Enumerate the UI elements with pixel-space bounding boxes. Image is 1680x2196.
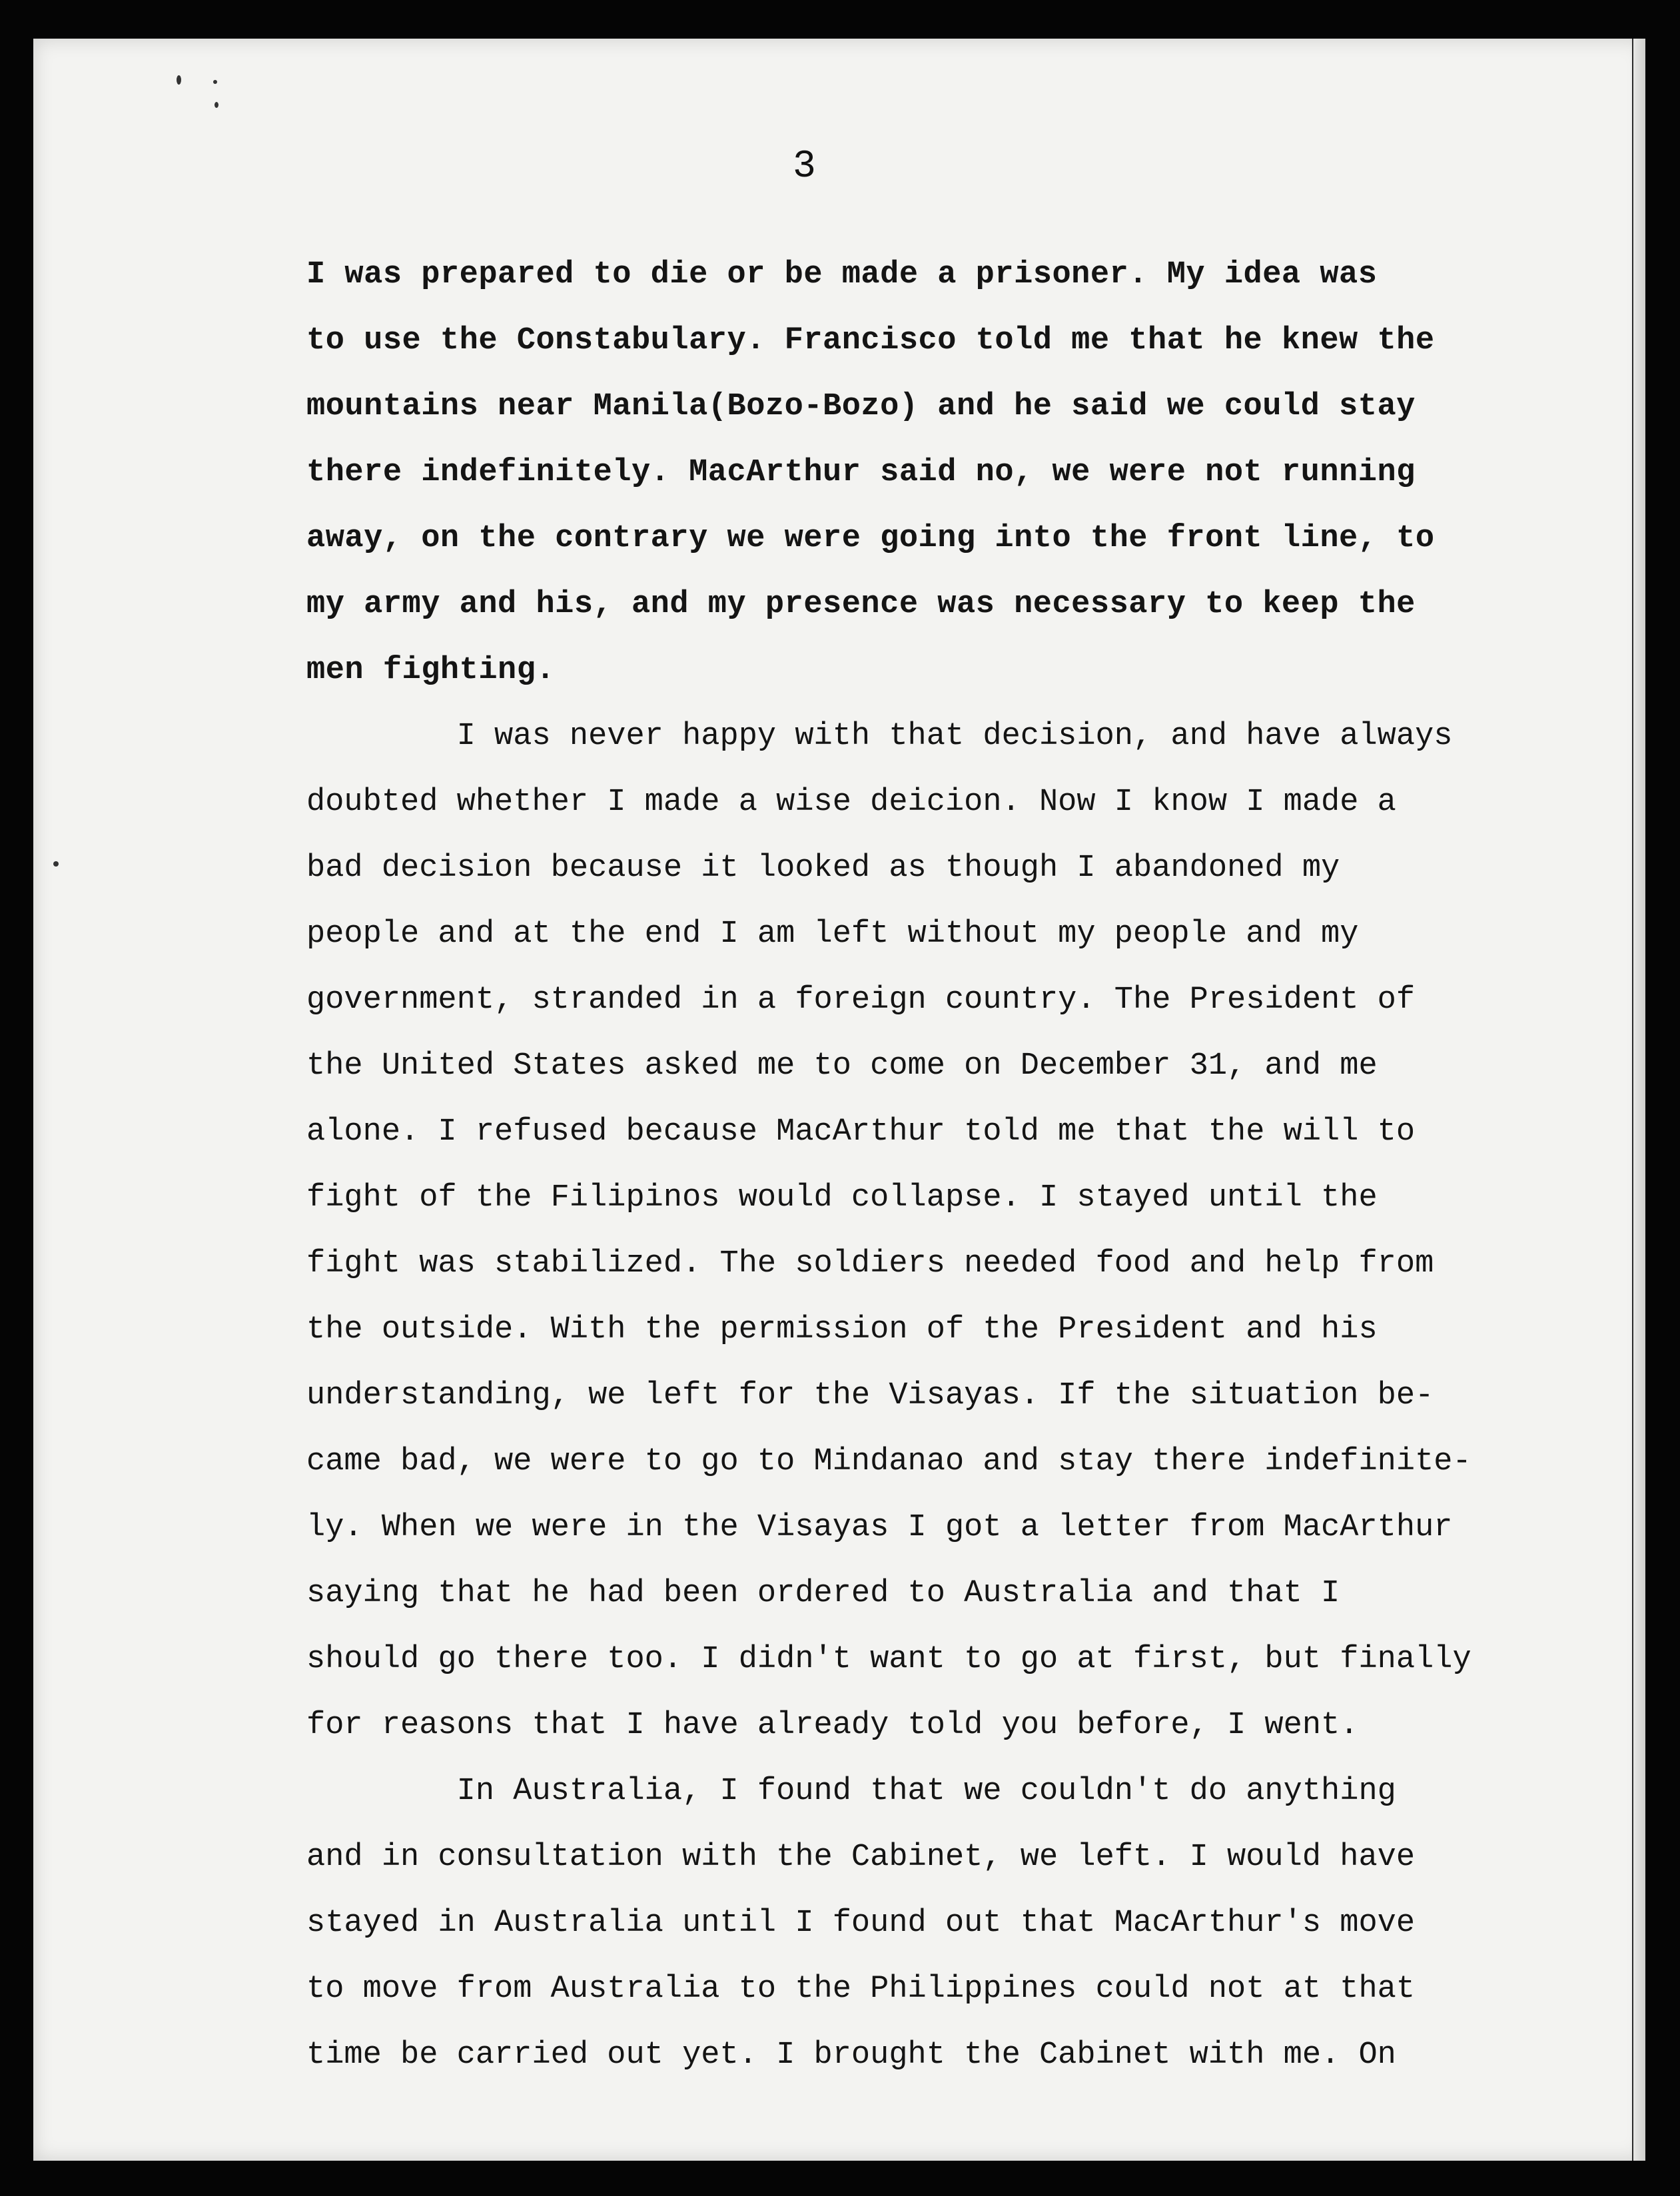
text-line: government, stranded in a foreign country. The President of: [306, 982, 1416, 1018]
text-line: men fighting.: [306, 653, 556, 688]
text-line: mountains near Manila(Bozo-Bozo) and he said we could stay: [306, 389, 1416, 424]
typed-text-body: [306, 242, 1585, 2088]
text-line: time be carried out yet. I brought the Cabinet with me. On: [306, 2037, 1396, 2073]
text-line: understanding, we left for the Visayas. If the situation be-: [306, 1378, 1434, 1413]
text-line: I was prepared to die or be made a prisoner. My idea was: [306, 257, 1378, 292]
margin-speck: [213, 80, 217, 84]
text-line: the outside. With the permission of the President and his: [306, 1312, 1378, 1347]
text-line: to move from Australia to the Philippines could not at that: [306, 1972, 1416, 2007]
text-line: In Australia, I found that we couldn't do anything: [306, 1774, 1396, 1809]
text-line: to use the Constabulary. Francisco told me that he knew the: [306, 323, 1435, 358]
text-line: and in consultation with the Cabinet, we left. I would have: [306, 1840, 1416, 1875]
text-line: bad decision because it looked as though I abandoned my: [306, 851, 1340, 886]
margin-speck: [214, 102, 218, 108]
text-line: away, on the contrary we were going into the front line, to: [306, 521, 1435, 556]
text-line: fight of the Filipinos would collapse. I stayed until the: [306, 1180, 1378, 1216]
text-line: ly. When we were in the Visayas I got a letter from MacArthur: [306, 1510, 1453, 1545]
text-line: came bad, we were to go to Mindanao and stay there indefinite-: [306, 1444, 1471, 1479]
text-line: people and at the end I am left without my people and my: [306, 916, 1359, 952]
text-line: the United States asked me to come on December 31, and me: [306, 1048, 1378, 1084]
text-line: I was never happy with that decision, and have always: [306, 719, 1453, 754]
text-line: doubted whether I made a wise deicion. Now I know I made a: [306, 785, 1396, 820]
text-line: there indefinitely. MacArthur said no, we were not running: [306, 455, 1416, 490]
text-line: alone. I refused because MacArthur told me that the will to: [306, 1114, 1416, 1150]
text-line: saying that he had been ordered to Australia and that I: [306, 1576, 1340, 1611]
document-page: [33, 39, 1645, 2161]
text-line: should go there too. I didn't want to go at first, but finally: [306, 1642, 1471, 1677]
page-edge: [1632, 39, 1645, 2161]
text-line: stayed in Australia until I found out that MacArthur's move: [306, 1906, 1416, 1941]
text-line: my army and his, and my presence was necessary to keep the: [306, 587, 1416, 622]
margin-speck: [177, 75, 181, 85]
margin-speck: [53, 861, 59, 867]
text-line: fight was stabilized. The soldiers needed food and help from: [306, 1246, 1434, 1281]
text-line: for reasons that I have already told you before, I went.: [306, 1708, 1359, 1743]
page-number: 3: [793, 145, 816, 188]
